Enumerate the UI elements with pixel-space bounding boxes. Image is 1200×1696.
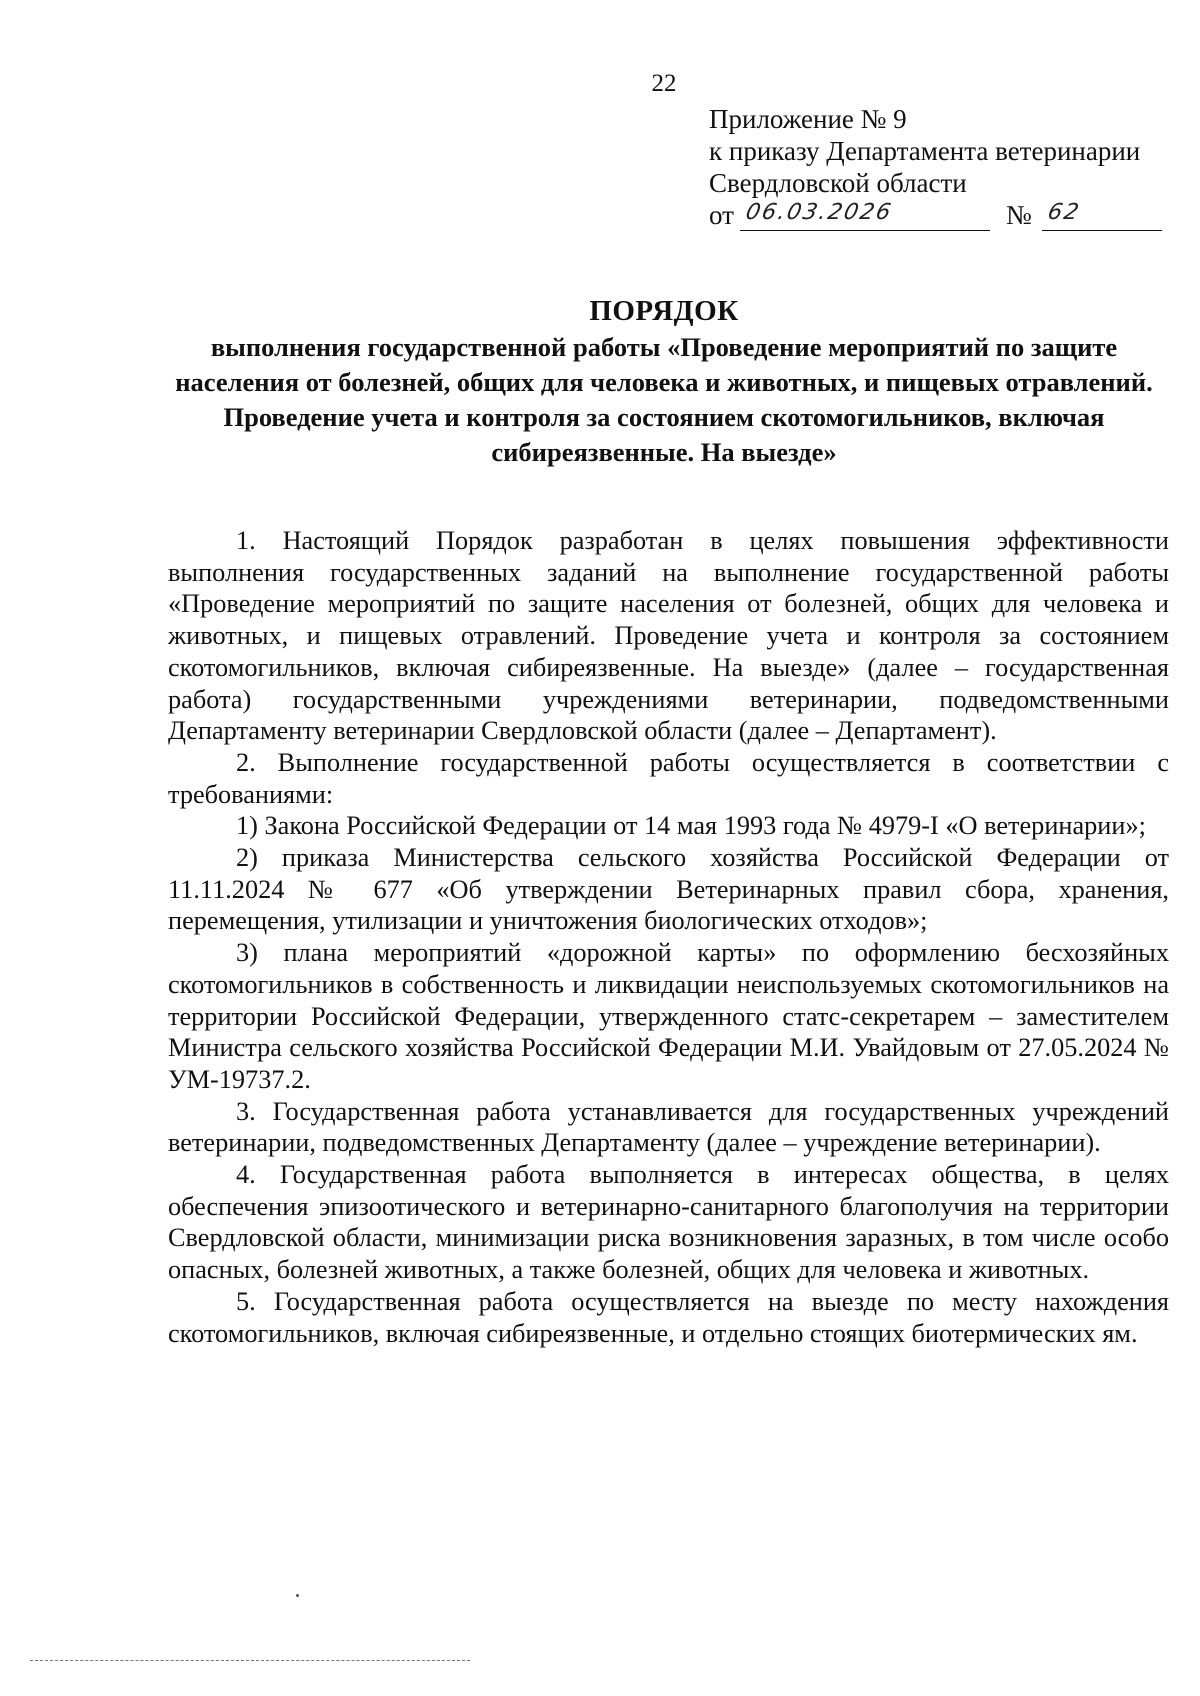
number-prefix: №: [1005, 200, 1032, 230]
document-body: [168, 525, 1169, 1349]
appendix-header: [709, 103, 1162, 231]
document-title-block: [160, 292, 1168, 470]
paragraph-3: 3. Государственная работа устанавливается для государственных учреждений ветеринарии, подведомственных Департаменту (далее – учреждение ветеринарии).: [168, 1096, 1169, 1158]
bottom-rule: [30, 1660, 470, 1661]
paragraph-1: 1. Настоящий Порядок разработан в целях повышения эффективности выполнения государственных заданий на выполнение государственной работы «Проведение мероприятий по защите населения от болезней, общих для человека и животных, и пищевых отравлений. Проведение учета и контроля за состоянием скотомогильников, включая сибиреязвенные. На выезде» (далее – государственная работа) государственными учреждениями ветеринарии, подведомственными Департаменту ветеринарии Свердловской области (далее – Департамент).: [168, 526, 1169, 746]
document-subtitle: выполнения государственной работы «Проведение мероприятий по защите населения от болезней, общих для человека и животных, и пищевых отравлений. Проведение учета и контроля за состоянием скотомогильников, включая сибиреязвенные. На выезде»: [175, 332, 1153, 467]
number-field: [1042, 202, 1162, 231]
paragraph-2: 2. Выполнение государственной работы осуществляется в соответствии с требованиями:: [168, 747, 1169, 809]
appendix-region: Свердловской области: [709, 168, 967, 198]
scan-speck: [296, 1594, 299, 1597]
handwritten-date: 06.03.2026: [743, 200, 895, 225]
paragraph-2-item-2: 2) приказа Министерства сельского хозяйства Российской Федерации от 11.11.2024 № 677 «Об утверждении Ветеринарных правил сбора, хранения, перемещения, утилизации и уничтожения биологических отходов»;: [168, 843, 1169, 936]
page-number: 22: [651, 70, 677, 97]
handwritten-number: 62: [1045, 200, 1083, 225]
paragraph-2-item-1: 1) Закона Российской Федерации от 14 мая 1993 года № 4979-I «О ветеринарии»;: [236, 811, 1146, 841]
date-field: [740, 202, 990, 231]
paragraph-5: 5. Государственная работа осуществляется на выезде по месту нахождения скотомогильников, включая сибиреязвенные, и отдельно стоящих биотермических ям.: [168, 1286, 1169, 1348]
appendix-title: Приложение № 9: [709, 104, 907, 134]
appendix-order-reference: к приказу Департамента ветеринарии: [709, 136, 1141, 166]
document-title: ПОРЯДОК: [589, 295, 739, 327]
paragraph-4: 4. Государственная работа выполняется в интересах общества, в целях обеспечения эпизоотического и ветеринарно-санитарного благополучия на территории Свердловской области, минимизации риска возникновения заразных, в том числе особо опасных, болезней животных, а также болезней, общих для человека и животных.: [168, 1160, 1169, 1285]
paragraph-2-item-3: 3) плана мероприятий «дорожной карты» по оформлению бесхозяйных скотомогильников в собственность и ликвидации неиспользуемых скотомогильников на территории Российской Федерации, утвержденного статс-секретарем – заместителем Министра сельского хозяйства Российской Федерации М.И. Увайдовым от 27.05.2024 № УМ-19737.2.: [168, 938, 1169, 1094]
date-prefix: от: [709, 200, 734, 230]
appendix-date-number-line: [709, 199, 1162, 231]
